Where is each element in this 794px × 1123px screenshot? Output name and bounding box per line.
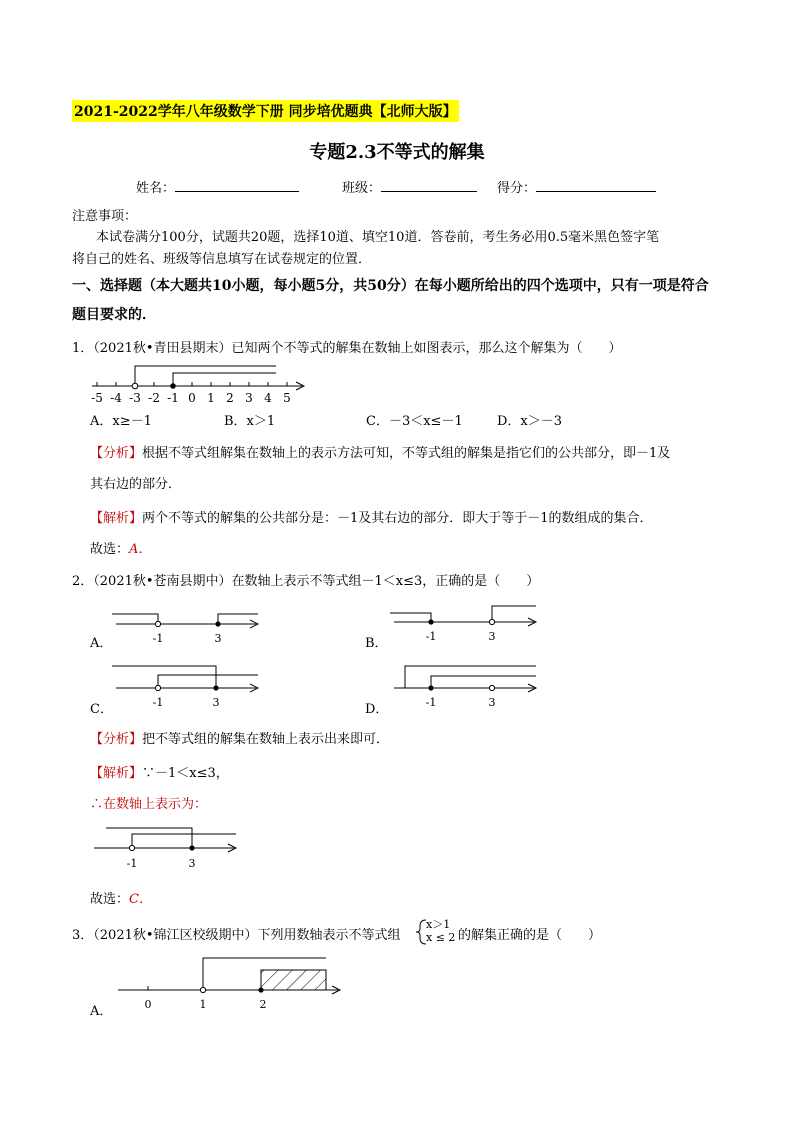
score-blank <box>536 179 656 192</box>
q1-tick-label: 2 <box>226 391 234 404</box>
q2-sol-tick-right: 3 <box>188 857 196 870</box>
q1-tick-label: 3 <box>245 391 253 404</box>
q1-tick-label: 1 <box>207 391 215 404</box>
q1-analysis-line-2: 其右边的部分． <box>90 477 182 492</box>
q3-system-top: x＞1 <box>426 918 451 931</box>
q2-a-left-ray <box>112 614 158 624</box>
q2-answer <box>90 888 152 907</box>
q2-b-tick-left: -1 <box>425 630 437 643</box>
q2-b-point-left <box>428 619 433 624</box>
q2-stem: 2．（2021秋•苍南县期中）在数轴上表示不等式组－1＜x≤3，正确的是（ ） <box>72 574 540 589</box>
q2-option-c-number-line <box>110 660 270 710</box>
q1-solution-ray-upper <box>135 366 276 386</box>
q2-answer-value: C． <box>129 892 152 907</box>
q2-c-point-left <box>155 685 160 690</box>
q2-c-tick-left: -1 <box>152 696 164 709</box>
q2-option-b-number-line <box>388 600 548 648</box>
q2-d-upper-ray <box>405 666 536 688</box>
q2-c-upper-ray <box>112 666 216 688</box>
q2-option-a-label: A． <box>90 636 113 651</box>
q1-solution-text: 两个不等式的解集的公共部分是：－1及其右边的部分．即大于等于－1的数组成的集合． <box>142 511 653 526</box>
q3-stem-pre: 3．（2021秋•锦江区校级期中）下列用数轴表示不等式组 <box>72 928 401 943</box>
q2-therefore: ∴在数轴上表示为： <box>90 797 208 812</box>
name-label: 姓名： <box>136 181 176 196</box>
q2-c-point-right <box>213 685 218 690</box>
q1-tick-label: 0 <box>188 391 196 404</box>
class-label: 班级： <box>342 181 382 196</box>
q1-tick-label: -5 <box>91 391 103 404</box>
section-heading-line-2: 题目要求的． <box>72 307 156 323</box>
name-field <box>136 177 299 196</box>
q1-analysis-tag: 【分析】 <box>90 446 143 461</box>
q2-option-d-label: D． <box>365 702 389 717</box>
notice-line-2: 将自己的姓名、班级等信息填写在试卷规定的位置． <box>72 252 372 267</box>
q3-system-bottom: x ≤ 2 <box>426 931 456 944</box>
q2-sol-upper-ray <box>106 828 192 848</box>
q1-solution <box>90 507 653 526</box>
q1-option-d: D．x＞－3 <box>497 414 563 429</box>
q2-sol-point-left <box>129 845 134 850</box>
class-blank <box>381 179 477 192</box>
q1-tick-label: 4 <box>264 391 272 404</box>
q3-point-2 <box>258 987 263 992</box>
q3-point-1 <box>200 987 205 992</box>
q3-option-a-label: A． <box>90 1004 113 1019</box>
q1-option-a: A．x≥－1 <box>90 414 152 429</box>
q2-solution-tag: 【解析】 <box>90 766 143 781</box>
score-field <box>497 177 656 196</box>
q1-analysis-text: 根据不等式组解集在数轴上的表示方法可知，不等式组的解集是指它们的公共部分，即－1及 <box>142 446 671 461</box>
q2-a-tick-right: 3 <box>214 632 222 645</box>
q1-solution-tag: 【解析】 <box>90 511 143 526</box>
q2-analysis <box>90 728 389 747</box>
q2-solution <box>90 762 229 781</box>
q2-b-tick-right: 3 <box>488 630 496 643</box>
q2-option-b-label: B． <box>365 636 388 651</box>
q2-analysis-tag: 【分析】 <box>90 732 143 747</box>
q2-sol-lower-ray <box>132 834 236 848</box>
q3-option-a-number-line <box>112 952 352 1016</box>
q1-tick-label: 5 <box>283 391 291 404</box>
q2-sol-tick-left: -1 <box>126 857 138 870</box>
q2-option-a-number-line <box>110 600 270 648</box>
q2-d-point-left <box>428 685 433 690</box>
name-blank <box>175 179 299 192</box>
q2-b-right-ray <box>492 606 536 622</box>
q2-c-lower-ray <box>158 675 258 688</box>
q2-d-tick-left: -1 <box>425 696 437 709</box>
q1-analysis <box>90 442 670 461</box>
q2-d-lower-ray <box>431 676 536 688</box>
q3-hatched-region <box>261 970 326 990</box>
score-label: 得分： <box>497 181 537 196</box>
q2-solution-number-line <box>88 822 248 872</box>
notice-heading: 注意事项： <box>72 209 138 224</box>
q2-option-c-label: C． <box>90 702 113 717</box>
q2-b-left-ray <box>390 613 431 622</box>
q1-answer-prefix: 故选： <box>90 542 130 557</box>
q3-tick-label: 2 <box>259 998 267 1011</box>
q1-answer-value: A． <box>129 542 152 557</box>
q1-tick-label: -4 <box>110 391 122 404</box>
page-title: 专题2.3不等式的解集 <box>309 142 485 163</box>
q3-stem-post: 的解集正确的是（ ） <box>458 928 602 943</box>
q2-sol-point-right <box>189 845 194 850</box>
q1-tick-label: -2 <box>148 391 160 404</box>
q1-tick-label: -1 <box>167 391 179 404</box>
q2-d-tick-right: 3 <box>488 696 496 709</box>
q1-open-point <box>132 383 138 389</box>
q2-c-tick-right: 3 <box>212 696 220 709</box>
section-heading-line-1: 一、选择题（本大题共10小题，每小题5分，共50分）在每小题所给出的四个选项中，只有一项是符合 <box>72 278 709 294</box>
q3-tick-label: 1 <box>199 998 207 1011</box>
q2-analysis-text: 把不等式组的解集在数轴上表示出来即可． <box>142 732 390 747</box>
q2-d-point-right <box>489 685 494 690</box>
q1-number-line <box>80 356 320 404</box>
q2-a-right-ray <box>218 614 258 624</box>
q2-b-point-right <box>489 619 494 624</box>
header-banner: 2021-2022学年八年级数学下册 同步培优题典【北师大版】 <box>72 100 459 122</box>
q2-answer-prefix: 故选： <box>90 892 130 907</box>
q2-a-point-right <box>215 621 220 626</box>
q2-a-point-left <box>155 621 160 626</box>
q2-a-tick-left: -1 <box>152 632 164 645</box>
q2-solution-text: ∵－1＜x≤3， <box>142 766 229 781</box>
q1-solution-ray-lower <box>173 373 276 386</box>
q3-inequality-system <box>426 918 455 944</box>
q1-closed-point <box>170 383 176 389</box>
q1-answer <box>90 538 151 557</box>
q1-option-b: B．x＞1 <box>224 414 276 429</box>
q1-tick-marks <box>97 382 287 386</box>
q1-option-c: C．－3＜x≤－1 <box>366 414 463 429</box>
q2-option-d-number-line <box>388 660 548 710</box>
notice-line-1: 本试卷满分100分，试题共20题，选择10道、填空10道．答卷前，考生务必用0.5毫米黑色签字笔 <box>96 230 660 245</box>
q1-stem: 1．（2021秋•青田县期末）已知两个不等式的解集在数轴上如图表示，那么这个解集为（ ） <box>72 341 622 356</box>
class-field <box>342 177 477 196</box>
q3-tick-label: 0 <box>144 998 152 1011</box>
q1-tick-label: -3 <box>129 391 141 404</box>
